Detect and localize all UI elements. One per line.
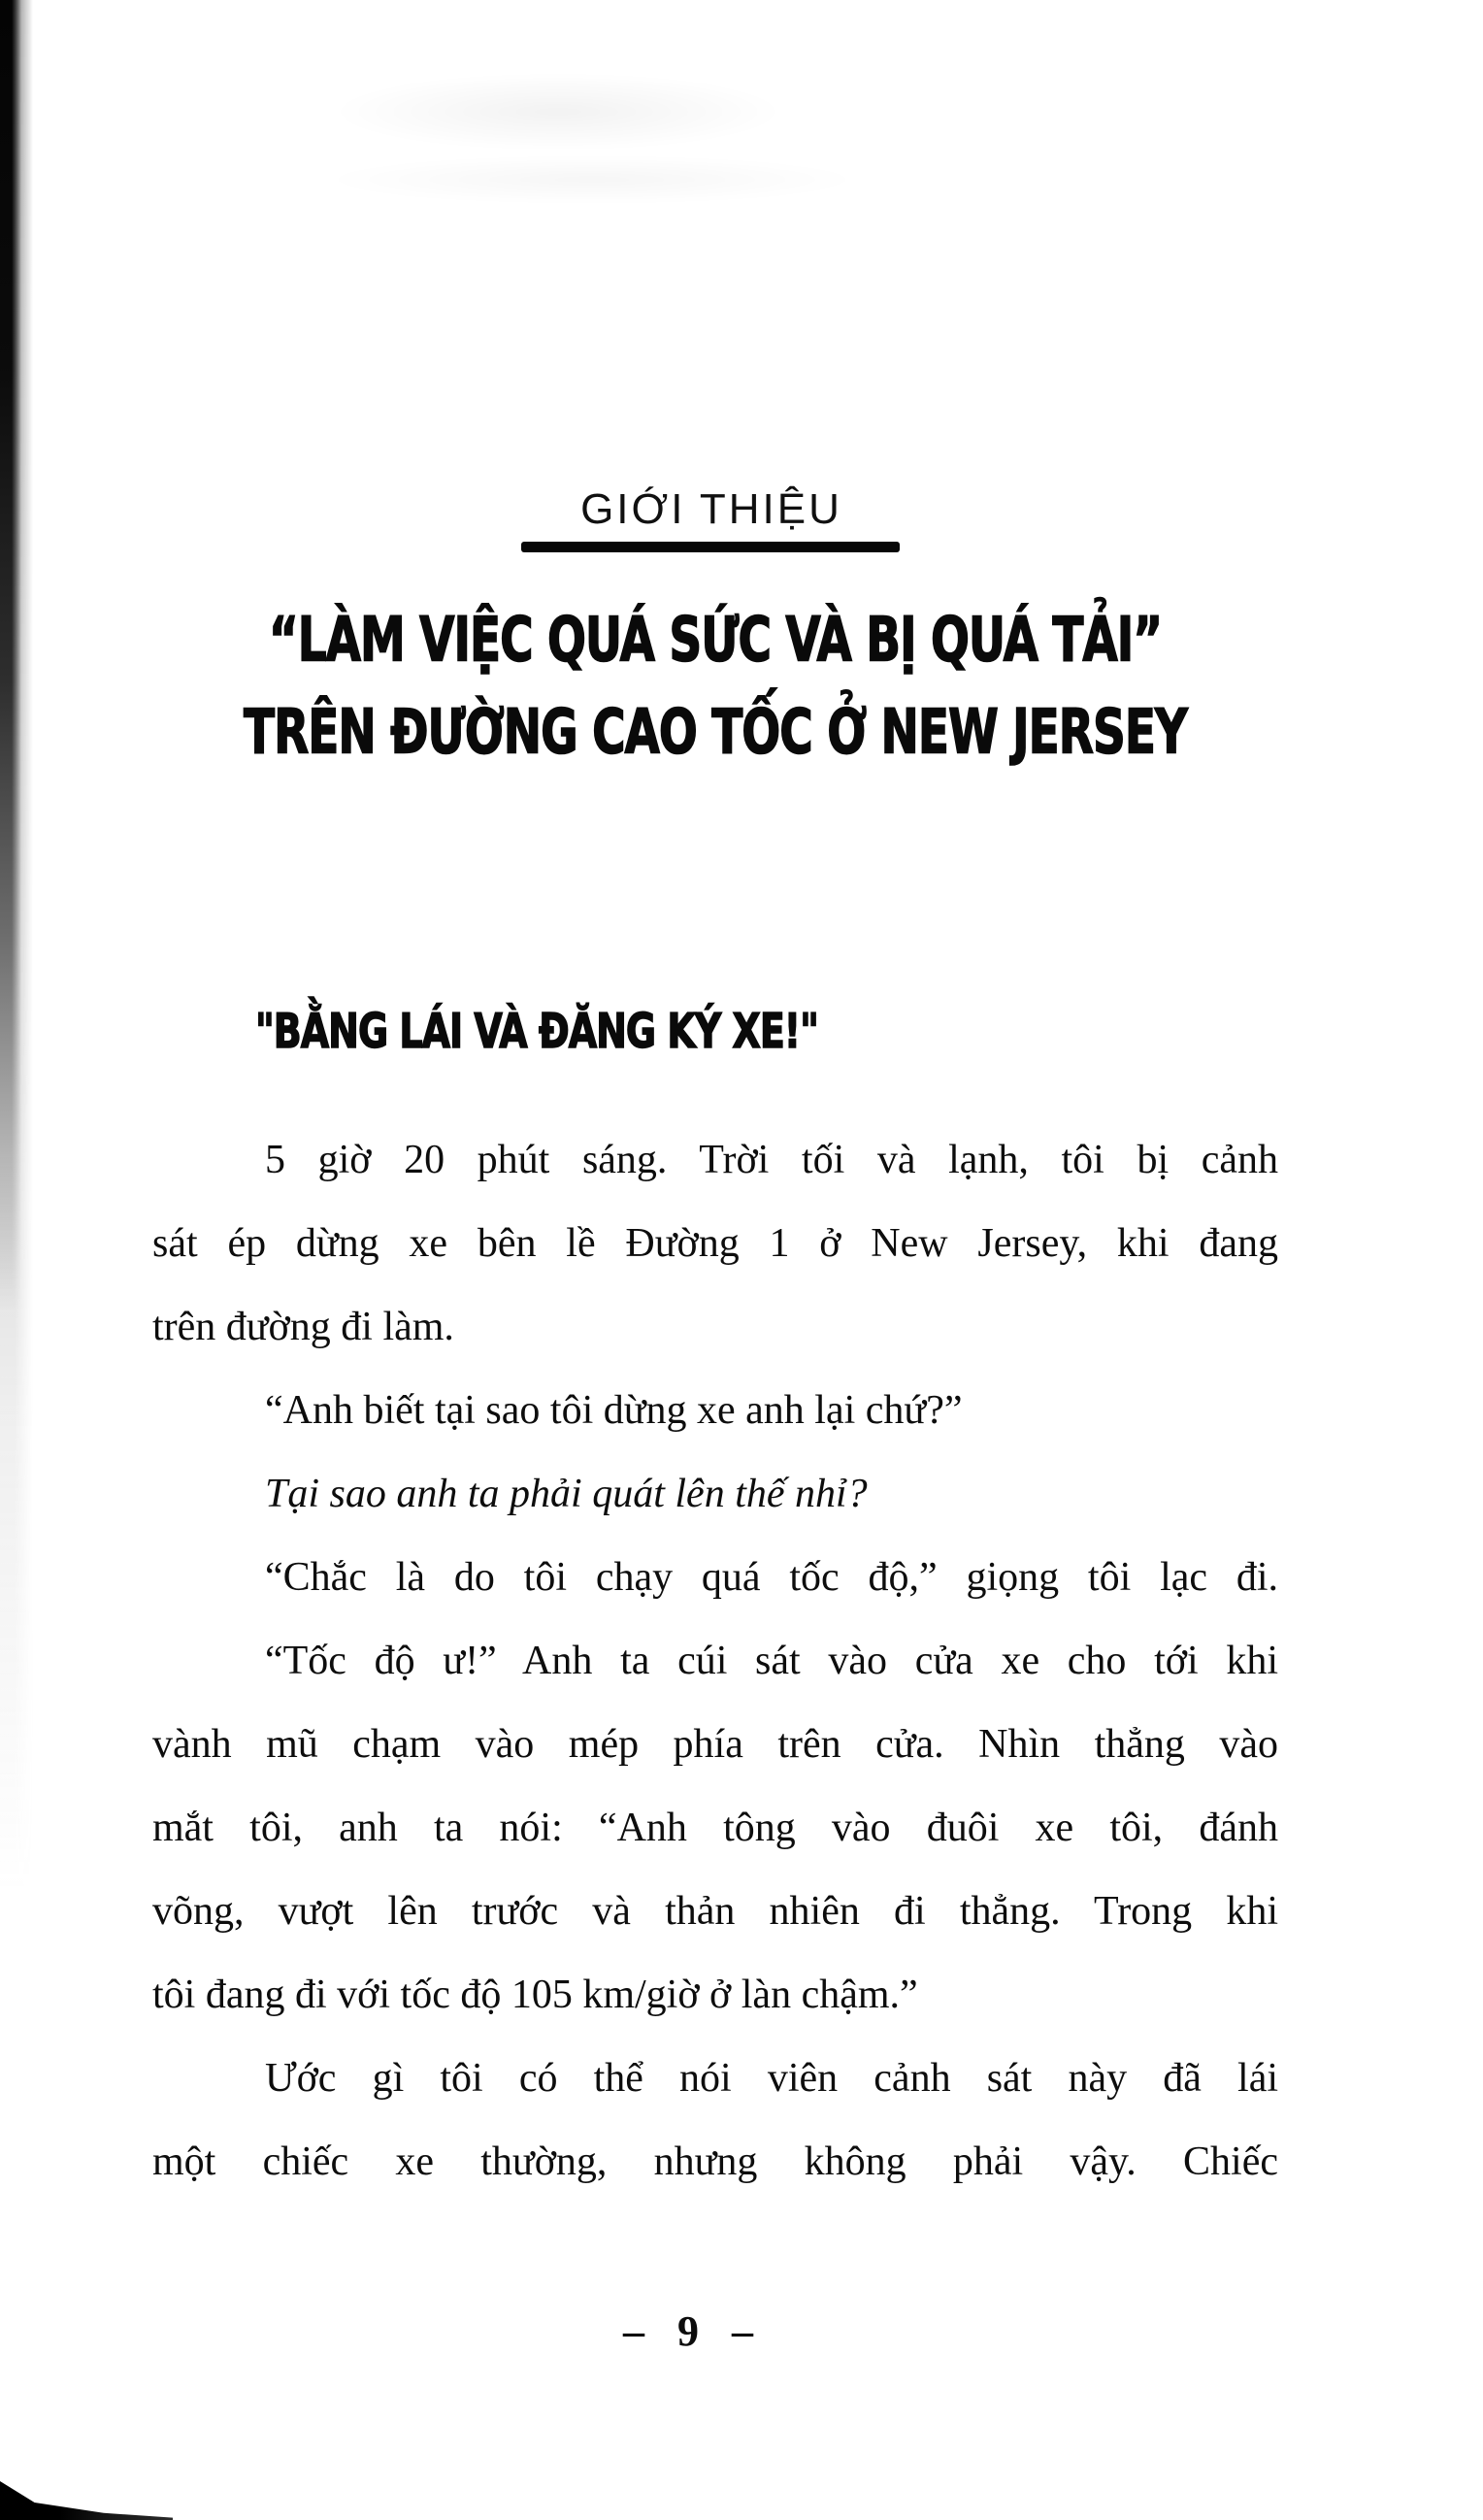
chapter-title-line-1: “LÀM VIỆC QUÁ SỨC VÀ BỊ QUÁ TẢI”	[268, 604, 1163, 677]
body-line: “Anh biết tại sao tôi dừng xe anh lại chứ?”	[265, 1388, 963, 1433]
body-line: vành mũ chạm vào mép phía trên cửa. Nhìn thẳng vào	[152, 1722, 1278, 1767]
body-line: Tại sao anh ta phải quát lên thế nhỉ?	[265, 1472, 868, 1516]
body-line: “Chắc là do tôi chạy quá tốc độ,” giọng tôi lạc đi.	[265, 1555, 1278, 1600]
body-line: “Tốc độ ư!” Anh ta cúi sát vào cửa xe cho tới khi	[265, 1639, 1278, 1683]
section-heading-row	[0, 485, 1483, 534]
body-line: 5 giờ 20 phút sáng. Trời tối và lạnh, tôi bị cảnh	[265, 1138, 1278, 1182]
chapter-title-line-2: TRÊN ĐƯỜNG CAO TỐC Ở NEW JERSEY	[244, 696, 1187, 769]
body-text	[152, 1118, 1278, 2204]
body-line: mắt tôi, anh ta nói: “Anh tông vào đuôi xe tôi, đánh	[152, 1806, 1278, 1850]
corner-scan-smudge	[0, 2481, 173, 2520]
bleed-through-artifact	[320, 155, 864, 204]
bleed-through-artifact	[330, 73, 786, 150]
body-line: võng, vượt lên trước và thản nhiên đi thẳng. Trong khi	[152, 1889, 1278, 1934]
page-number-left-dash: –	[623, 2307, 644, 2355]
body-line: Ước gì tôi có thể nói viên cảnh sát này đã lái	[265, 2056, 1278, 2101]
heading-underline	[521, 542, 900, 552]
page-number: 9	[677, 2307, 699, 2355]
scene-subheading: "BẰNG LÁI VÀ ĐĂNG KÝ XE!"	[255, 1003, 818, 1059]
page-number-right-dash: –	[732, 2307, 753, 2355]
section-heading: GIỚI THIỆU	[580, 485, 842, 533]
page-footer	[0, 2306, 1430, 2356]
body-line: sát ép dừng xe bên lề Đường 1 ở New Jersey, khi đang	[152, 1221, 1278, 1266]
body-line: trên đường đi làm.	[152, 1305, 454, 1349]
body-line: tôi đang đi với tốc độ 105 km/giờ ở làn chậm.”	[152, 1973, 918, 2017]
body-line: một chiếc xe thường, nhưng không phải vậy. Chiếc	[152, 2139, 1278, 2184]
chapter-title	[0, 594, 1483, 779]
